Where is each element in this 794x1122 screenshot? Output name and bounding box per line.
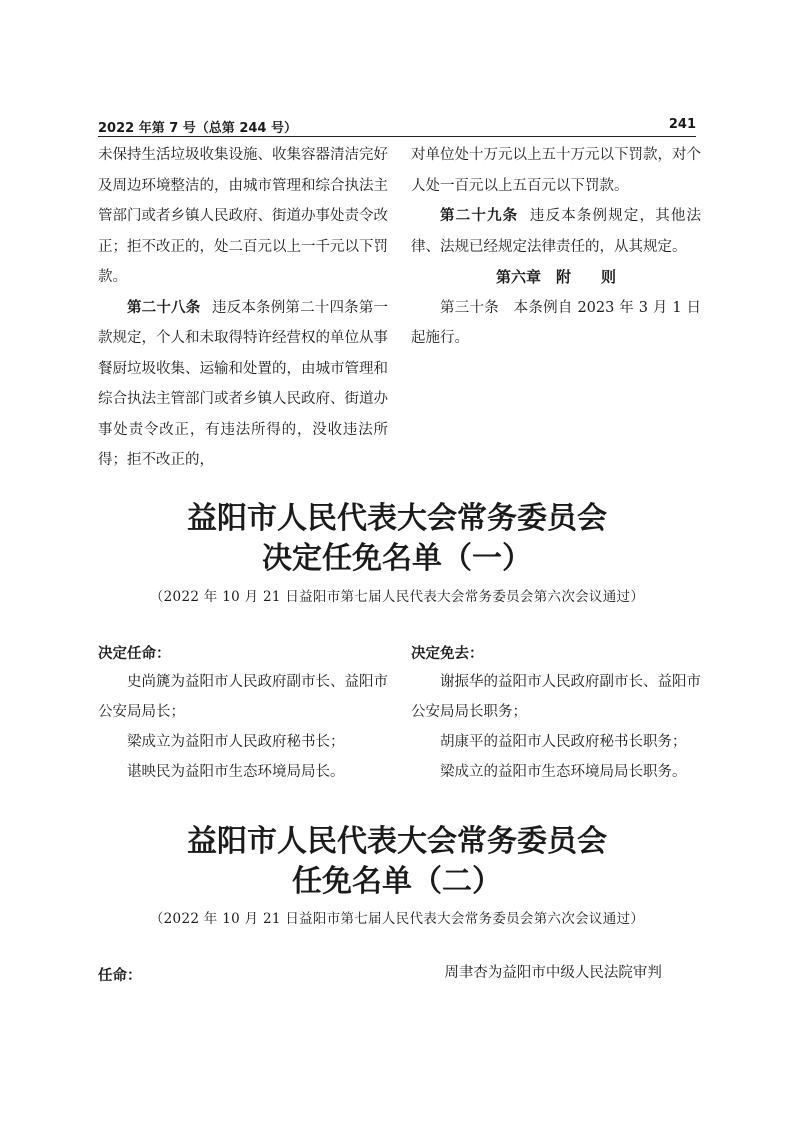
list-item: 谢振华的益阳市人民政府副市长、益阳市公安局局长职务； xyxy=(411,674,701,720)
page-number: 241 xyxy=(668,117,696,132)
appoint-list xyxy=(98,667,388,787)
list-item: 胡康平的益阳市人民政府秘书长职务； xyxy=(440,734,687,750)
list-item: 梁成立的益阳市生态环境局局长职务。 xyxy=(440,764,687,780)
chapter-name: 附 则 xyxy=(556,268,617,286)
article-29-label: 第二十九条 xyxy=(440,208,519,224)
article-28-text: 违反本条例第二十四条第一款规定，个人和未取得特许经营权的单位从事餐厨垃圾收集、运输和处置的，由城市管理和综合执法主管部门或者乡镇人民政府、街道办事处责令改正，有违法所得的，没收违法所得；拒不改正的， xyxy=(98,299,389,468)
article-28-label: 第二十八条 xyxy=(127,299,201,316)
section2-subtitle: （2022 年 10 月 21 日益阳市第七届人民代表大会常务委员会第六次会议通过） xyxy=(149,911,645,927)
body-column-right xyxy=(411,140,701,354)
article-29-text: 违反本条例规定，其他法律、法规已经规定法律责任的，从其规定。 xyxy=(411,208,702,255)
section2-title-line1: 益阳市人民代表大会常务委员会 xyxy=(187,824,607,859)
chapter-heading xyxy=(411,262,701,293)
list-item: 梁成立为益阳市人民政府秘书长； xyxy=(127,734,345,750)
remove-heading: 决定免去： xyxy=(411,646,484,662)
list-item: 周聿杏为益阳市中级人民法院审判 xyxy=(444,965,662,981)
chapter-number: 第六章 xyxy=(495,268,541,286)
article-30: 第三十条 本条例自 2023 年 3 月 1 日起施行。 xyxy=(411,299,701,346)
article-29 xyxy=(411,201,701,262)
paragraph-continuation-right: 对单位处十万元以上五十万元以下罚款，对个人处一百元以上五百元以下罚款。 xyxy=(411,147,701,194)
section2-appoint-list xyxy=(411,958,701,988)
issue-label: 2022 年第 7 号（总第 244 号） xyxy=(98,121,297,136)
section1-title-line1: 益阳市人民代表大会常务委员会 xyxy=(187,501,607,536)
section1-subtitle: （2022 年 10 月 21 日益阳市第七届人民代表大会常务委员会第六次会议通过） xyxy=(149,589,645,605)
list-item: 谌映民为益阳市生态环境局局长。 xyxy=(127,764,345,780)
appoint-heading: 决定任命： xyxy=(98,646,171,662)
section2-appoint-heading: 任命： xyxy=(98,968,142,984)
section1-title-line2: 决定任免名单（一） xyxy=(262,541,532,576)
body-column-left xyxy=(98,140,388,476)
remove-list xyxy=(411,667,701,787)
section2-title-line2: 任免名单（二） xyxy=(292,864,502,899)
article-28 xyxy=(98,293,388,476)
list-item: 史尚篪为益阳市人民政府副市长、益阳市公安局局长； xyxy=(98,674,388,720)
paragraph-continuation: 未保持生活垃圾收集设施、收集容器清洁完好及周边环境整洁的，由城市管理和综合执法主管部门或者乡镇人民政府、街道办事处责令改正；拒不改正的，处二百元以上一千元以下罚款。 xyxy=(98,147,388,285)
page-header xyxy=(98,116,696,137)
